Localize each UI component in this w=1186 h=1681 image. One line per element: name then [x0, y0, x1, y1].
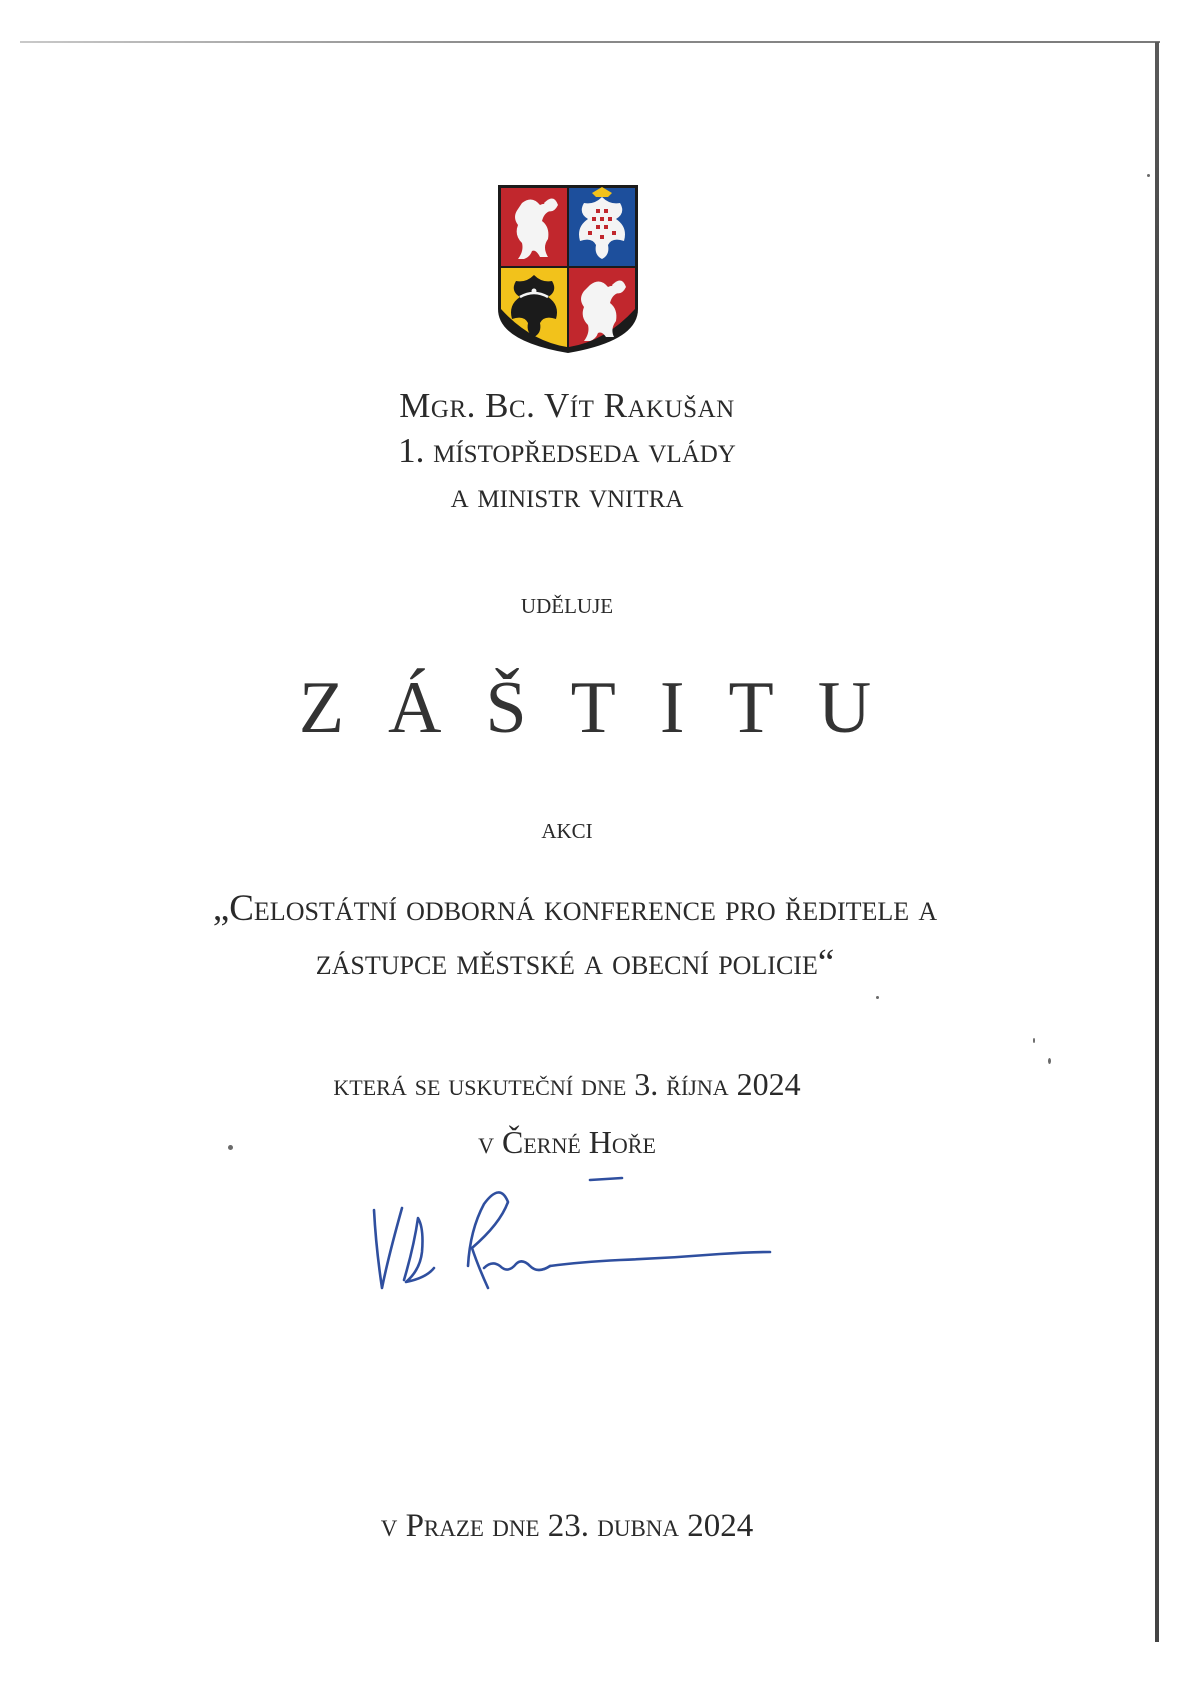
minister-role-line-2: a ministr vnitra — [450, 476, 684, 515]
event-prefix: akci — [541, 812, 593, 845]
minister-name: Mgr. Bc. Vít Rakušan — [399, 386, 735, 425]
scan-right-border — [1155, 42, 1159, 1642]
handwritten-signature — [360, 1168, 830, 1318]
minister-role-line-1: 1. místopředseda vlády — [398, 431, 736, 470]
scan-speck — [1048, 1058, 1051, 1064]
event-date: která se uskuteční dne 3. října 2024 — [333, 1066, 801, 1102]
patronage-title: ZÁŠTITU — [298, 667, 916, 749]
issue-place-date: v Praze dne 23. dubna 2024 — [380, 1508, 754, 1544]
scan-speck — [228, 1145, 233, 1150]
event-place: v Černé Hoře — [478, 1124, 656, 1160]
event-name: „Celostátní odborná konference pro ředitele a zástupce městské a obecní policie“ — [212, 888, 938, 983]
scan-speck — [1147, 174, 1150, 177]
scan-speck — [876, 996, 879, 999]
scan-speck — [1033, 1038, 1035, 1043]
coat-of-arms-icon — [496, 183, 640, 355]
grant-verb: uděluje — [520, 587, 614, 620]
scan-top-border — [20, 41, 1160, 43]
